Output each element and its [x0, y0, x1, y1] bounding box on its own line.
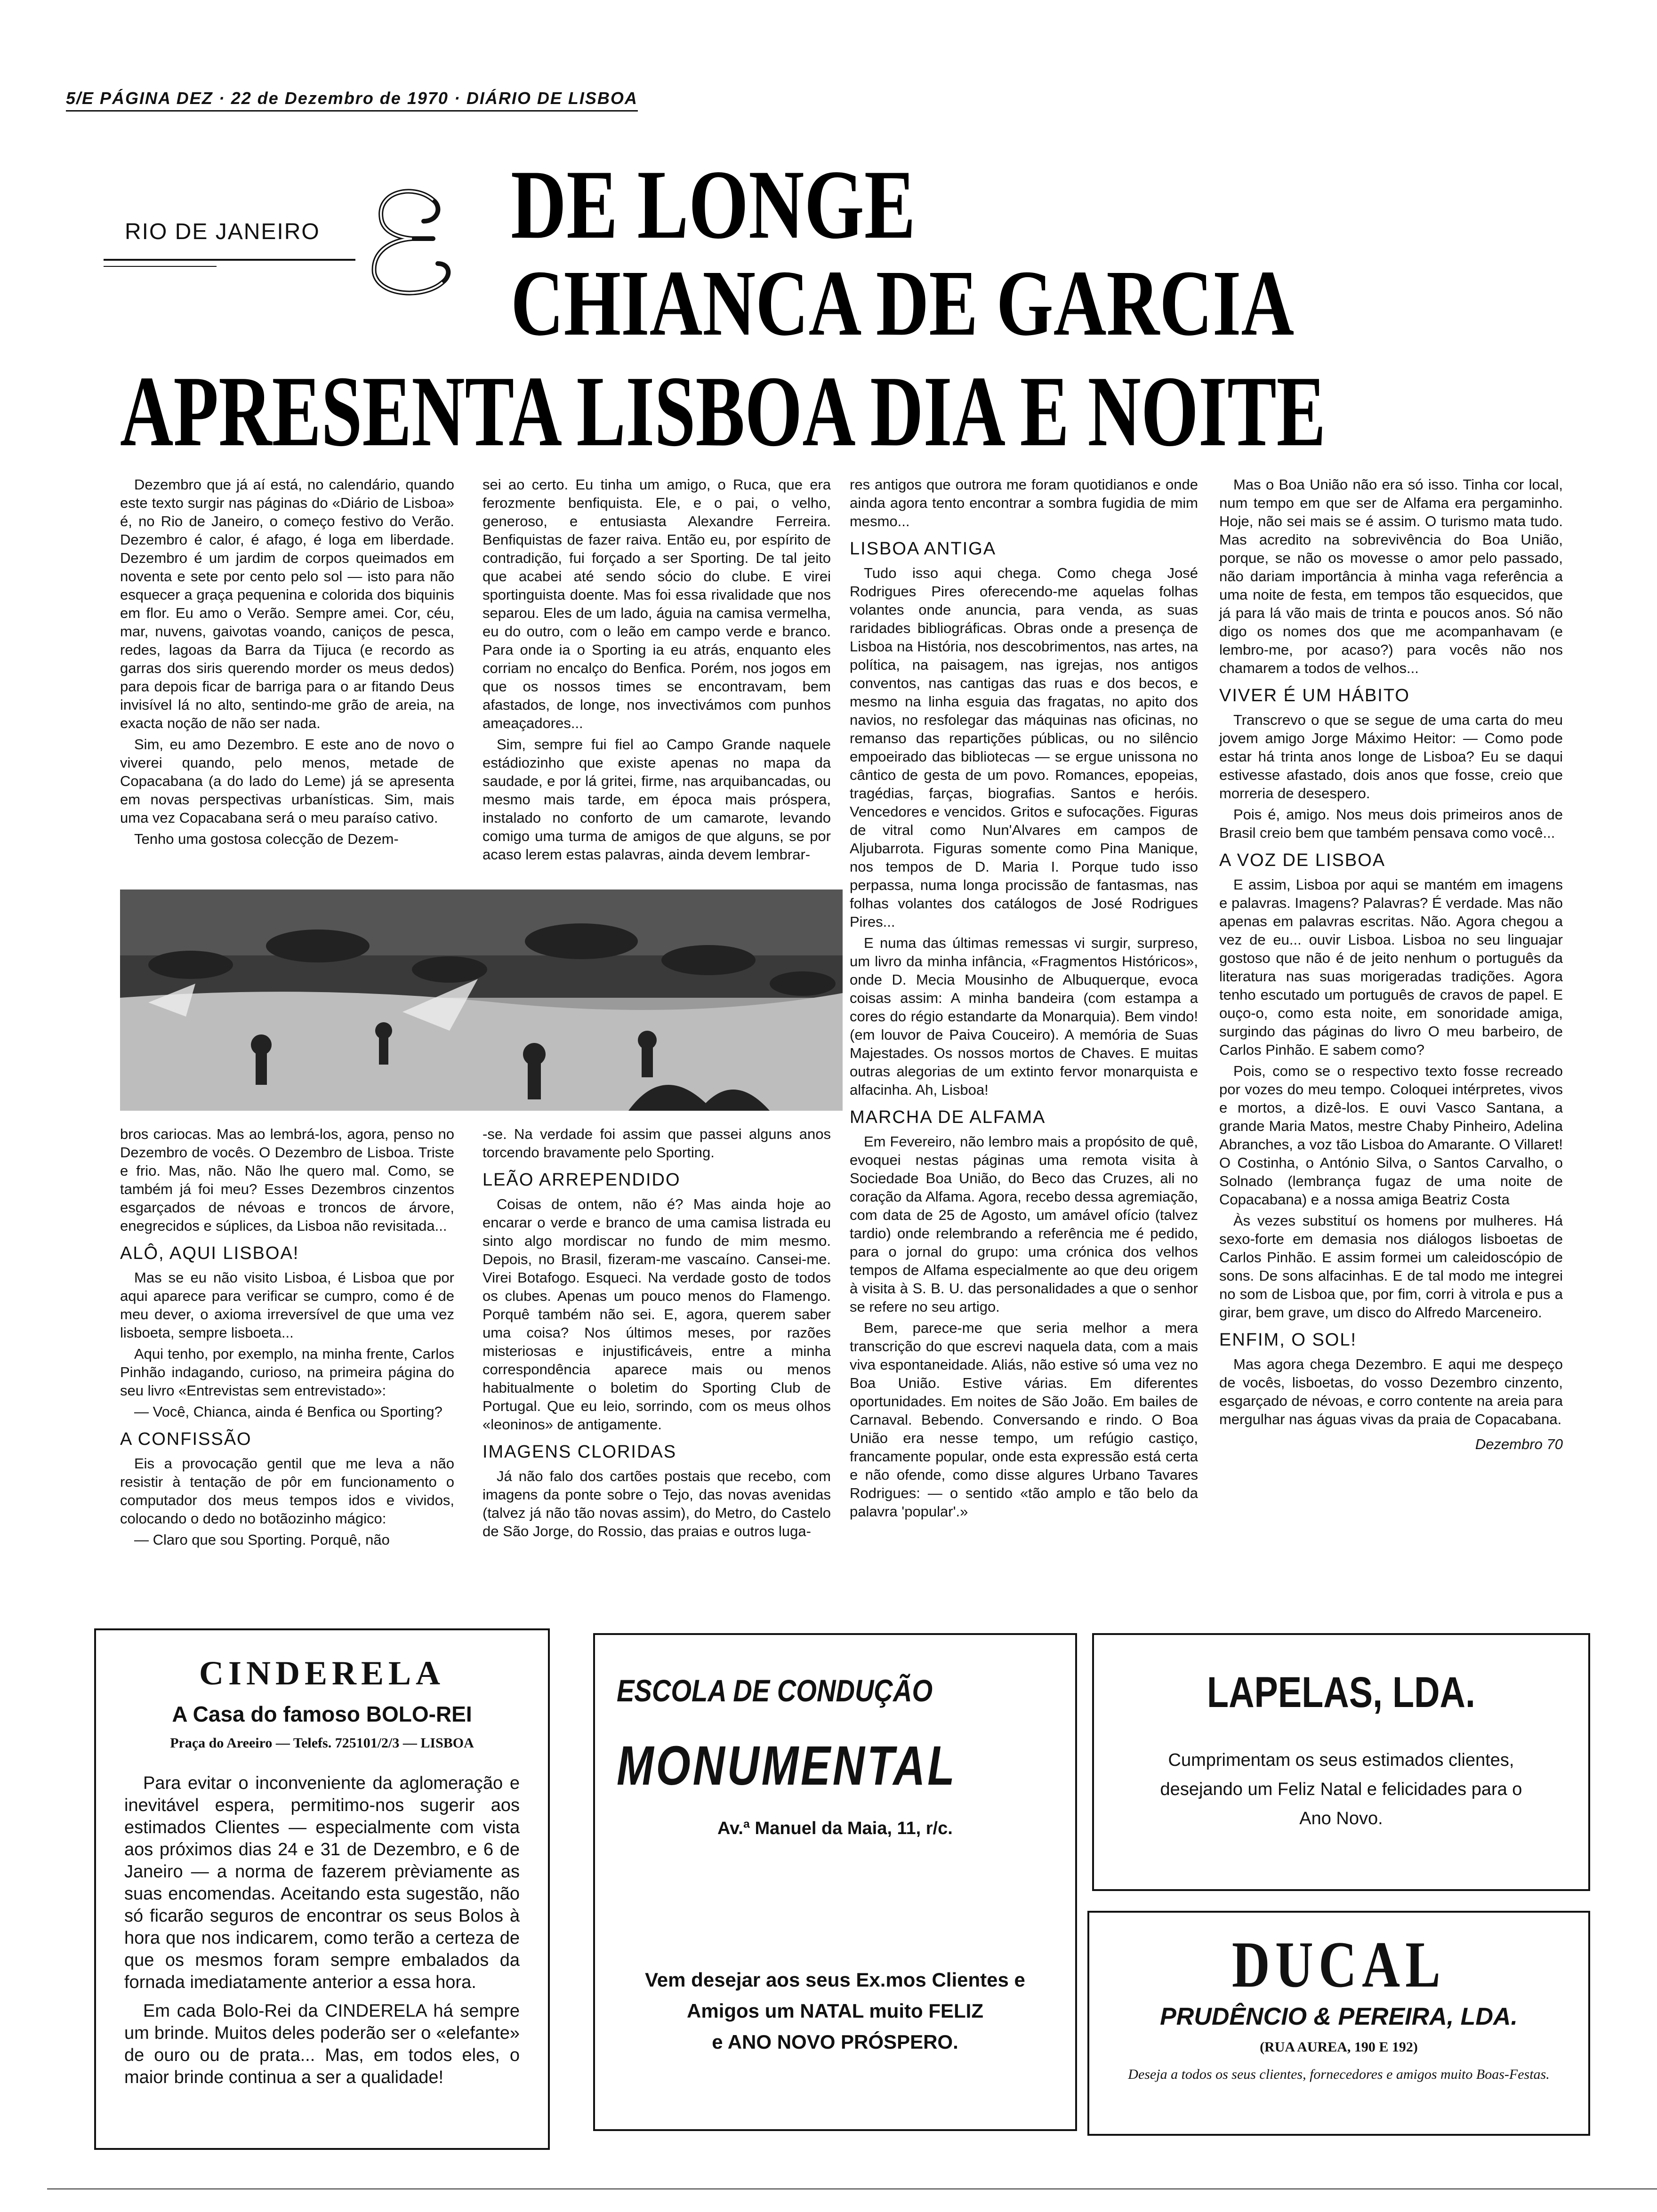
beach-crowd-image [120, 890, 843, 1111]
subhead-alo-aqui-lisboa: ALÔ, AQUI LISBOA! [120, 1243, 299, 1263]
article-column-1 [120, 475, 454, 851]
paragraph: Em Fevereiro, não lembro mais a propósito de quê, evoquei nestas páginas uma remota visita à Sociedade Boa União, do Beco das Cruzes, ali no coração da Alfama. Agora, recebo dessa agremiação, com data de 25 de Agosto, um amável ofício (talvez tardio) onde relembrando a referência me é pedido, para o jornal do grupo: uma crónica dos velhos tempos de Alfama especialmente ao que deu origem à visita à S. B. U. das personalidades a que o senhor se refere no seu artigo. [850, 1133, 1198, 1315]
section-kicker: RIO DE JANEIRO [125, 219, 320, 244]
paragraph: E assim, Lisboa por aqui se mantém em imagens e palavras. Imagens? Palavras? É verdade. Mas não apenas em palavras escritas. Não. Agora chegou a vez de eu... ouvir Lisboa. Lisboa no seu linguajar gostoso que não é de jeito nenhum o português da literatura nas suas morigeradas tradições. Agora tenho escutado um português de cravos de papel. E ouço-o, como esta noite, em sonoridade amiga, surgindo das páginas do livro O meu barbeiro, de Carlos Pinhão. E sabem como? [1219, 876, 1563, 1058]
ad-cinderela-title: CINDERELA [199, 1654, 445, 1692]
paragraph: sei ao certo. Eu tinha um amigo, o Ruca, que era ferozmente benfiquista. Ele, e o pai, o velho, generoso, e entusiasta Alexandre Ferreira. Benfiquistas de fazer raiva. Então eu, por espírito de contradição, fui forçado a ser Sporting. De tal jeito que acabei até sendo sócio do clube. E virei sportinguista doente. Mas foi essa rivalidade que nos separou. Eles de um lado, águia na camisa vermelha, eu do outro, com o leão em campo verde e branco. Para onde ia o Sporting ia eu atrás, enquanto eles corriam no encalço do Benfica. Porém, nos jogos em que os nossos times se encontravam, bem afastados, de longe, nos invectivámos com punhos ameaçadores... [483, 476, 831, 731]
paragraph: E numa das últimas remessas vi surgir, surpreso, um livro da minha infância, «Fragmentos Históricos», onde D. Mecia Mousinho de Albuquerque, evoca coisas assim: A minha bandeira (com estampa a cores do régio estandarte da Monarquia). Bem vindo! (em louvor de Paiva Couceiro). A memória de Suas Majestades. Os nossos mortos de Chaves. E muitas outras alegorias de um extinto fervor monarquista e alfacinha. Ah, Lisboa! [850, 935, 1198, 1098]
subhead-lisboa-antiga: LISBOA ANTIGA [850, 539, 997, 559]
signature-date: Dezembro 70 [1475, 1436, 1563, 1452]
ad-escola-name: MONUMENTAL [617, 1735, 957, 1797]
ad-escola-title: ESCOLA DE CONDUÇÃO [617, 1673, 933, 1708]
subhead-enfim-o-sol: ENFIM, O SOL! [1219, 1330, 1357, 1350]
ad-escola-address: Av.ª Manuel da Maia, 11, r/c. [717, 1819, 953, 1838]
headline-line-3: APRESENTA LISBOA DIA E NOITE [120, 355, 1326, 467]
paragraph: Às vezes substituí os homens por mulheres. Há sexo-forte em demasia nos diálogos lisboetas de Carlos Pinhão. E assim formei um caleidoscópio de sons. De sons alfacinhas. E de tal modo me integrei no som de Lisboa que, por fim, corri à vitrola e pus a girar, bem grave, um disco do Alfredo Marceneiro. [1219, 1212, 1563, 1321]
ad-escola-greeting-line: e ANO NOVO PRÓSPERO. [712, 2031, 958, 2053]
subhead-imagens-cloridas: IMAGENS CLORIDAS [483, 1442, 677, 1462]
paragraph: Eis a provocação gentil que me leva a não resistir à tentação de pôr em funcionamento o computador dos meus tempos idos e vividos, colocando o dedo no botãozinho mágico: [120, 1455, 454, 1527]
paragraph: Pois é, amigo. Nos meus dois primeiros anos de Brasil creio bem que também pensava como você... [1219, 806, 1563, 841]
bottom-rule [47, 2188, 1657, 2189]
kicker-rule [104, 259, 355, 261]
subhead-a-confissao: A CONFISSÃO [120, 1429, 252, 1449]
ad-lapelas-title: LAPELAS, LDA. [1207, 1668, 1476, 1716]
paragraph: — Você, Chianca, ainda é Benfica ou Sporting? [134, 1403, 442, 1420]
ad-escola-conducao [593, 1633, 1077, 2131]
paragraph: Transcrevo o que se segue de uma carta do meu jovem amigo Jorge Máximo Heitor: — Como pode estar há trinta anos longe de Lisboa? Eu se daqui estivesse afastado, dois anos que fosse, creio que morreria de desespero. [1219, 712, 1563, 801]
paragraph: Dezembro que já aí está, no calendário, quando este texto surgir nas páginas do «Diário de Lisboa» é, no Rio de Janeiro, o começo festivo do Verão. Dezembro é calor, é afago, é loga em liberdade. Dezembro é um jardim de corpos queimados em noventa e sete por cento pelo sol — isto para não esquecer a graça pequenina e colorida dos biquinis em flor. Eu amo o Verão. Sempre amei. Cor, céu, mar, nuvens, gaivotas voando, caniços de pesca, redes, lagoas da Barra da Tijuca (e recordo as garras dos siris querendo morder os meus dedos) para depois ficar de barriga para o ar fitando Deus invisível lá no alto, sentindo-me grão de areia, na exacta noção de não ser nada. [120, 476, 454, 731]
paragraph: Tenho uma gostosa colecção de Dezem- [134, 831, 399, 847]
ornament-e-icon [362, 186, 461, 299]
paragraph: Bem, parece-me que seria melhor a mera transcrição do que escrevi naquela data, com a mais viva espontaneidade. Aliás, não estive só uma vez no Boa União. Estive várias. Em diferentes oportunidades. Em noites de São João. Em bailes de Carnaval. Bebendo. Conversando e rindo. O Boa União era nesse tempo, um refúgio castiço, francamente popular, onde esta expressão está certa e não ofende, como disse algures Urbano Tavares Rodrigues: — o sentido «tão amplo e tão belo da palavra 'popular'.» [850, 1320, 1198, 1520]
article-lower-column-2 [483, 1125, 831, 1543]
paragraph: -se. Na verdade foi assim que passei alguns anos torcendo bravamente pelo Sporting. [483, 1126, 831, 1161]
paragraph: — Claro que sou Sporting. Porquê, não [134, 1531, 390, 1548]
paragraph: Pois, como se o respectivo texto fosse recreado por vozes do meu tempo. Coloquei intérpretes, vivos e mortos, a dizê-los. E ouvi Vasco Santana, a grande Maria Matos, mestre Chaby Pinheiro, Adelina Abranches, a voz tão Lisboa do Amarante. O Villaret! O Costinha, o António Silva, o Santos Carvalho, o Solnado (lembrança fugaz de uma noite de Copacabana) e a nossa amiga Beatriz Costa [1219, 1063, 1563, 1208]
headline-line-2: CHIANCA DE GARCIA [511, 251, 1295, 355]
beach-photo [120, 890, 843, 1111]
paragraph: bros cariocas. Mas ao lembrá-los, agora, penso no Dezembro de vocês. O Dezembro de Lisboa. Triste e frio. Mas, não. Não lhe quero mal. Como, se também já foi meu? Esses Dezembros cinzentos esgarçados de névoas e troncos de árvore, enegrecidos e súplices, da Lisboa não revisitada... [120, 1126, 454, 1234]
paragraph: Coisas de ontem, não é? Mas ainda hoje ao encarar o verde e branco de uma camisa listrada eu sinto algo mordiscar no fundo de mim mesmo. Depois, no Brasil, fizeram-me vascaíno. Cansei-me. Virei Botafogo. Esqueci. Na verdade gosto de todos os clubes. Apenas um pouco menos do Flamengo. Porquê também não sei. E, agora, querem saber uma coisa? Nos últimos meses, por razões misteriosas e injustificáveis, entre a minha correspondência aparece mais ou menos habitualmente o boletim do Sporting Club de Portugal. Que eu leio, sorrindo, com os meus olhos «leoninos» de antigamente. [483, 1196, 831, 1433]
paragraph: Mas se eu não visito Lisboa, é Lisboa que por aqui aparece para verificar se cumpro, como é de meu dever, o axioma irreversível de que uma vez lisboeta, sempre lisboeta... [120, 1269, 454, 1341]
paragraph: Aqui tenho, por exemplo, na minha frente, Carlos Pinhão indagando, curioso, na primeira página do seu livro «Entrevistas sem entrevistado»: [120, 1346, 454, 1399]
ad-escola-greeting [614, 1964, 1056, 2058]
paragraph: res antigos que outrora me foram quotidianos e onde ainda agora tento encontrar a sombra fugidia de mim mesmo... [850, 476, 1198, 529]
subhead-voz-de-lisboa: A VOZ DE LISBOA [1219, 850, 1386, 870]
paragraph: Tudo isso aqui chega. Como chega José Rodrigues Pires oferecendo-me aquelas folhas volantes onde anuncia, para venda, as suas raridades bibliográficas. Obras onde a presença de Lisboa na História, nos descobrimentos, nas artes, na política, na paisagem, nas igrejas, nos antigos conventos, nas cantigas das ruas e dos becos, e mesmo na linha esguia das fragatas, no apito dos navios, no resfolegar das máquinas nas oficinas, no remanso das repartições públicas, ou no silêncio empoeirado das bibliotecas — se ergue unissona no cântico de gesta de um povo. Romances, epopeias, tragédias, farças, biografias. Santos e heróis. Vencedores e vencidos. Gritos e sufocações. Figuras de vitral como Nun'Alvares em campos de Aljubarrota. Figuras somente como Pina Manique, nos tempos de D. Maria I. Porque tudo isso perpassa, numa longa procissão de fantasmas, nas folhas volantes dos catálogos de José Rodrigues Pires... [850, 565, 1198, 930]
ad-cinderela-body-2: Em cada Bolo-Rei da CINDERELA há sempre um brinde. Muitos deles poderão ser o «elefante» de ouro ou de prata... Mas, em todos eles, o maior brinde continua a ser a qualidade! [124, 2001, 520, 2087]
ad-cinderela-subtitle: A Casa do famoso BOLO-REI [172, 1702, 472, 1726]
folio-line: 5/E PÁGINA DEZ · 22 de Dezembro de 1970 · DIÁRIO DE LISBOA [66, 88, 638, 112]
ad-escola-greeting-line: Vem desejar aos seus Ex.mos Clientes e [645, 1969, 1025, 1991]
ad-ducal-subtitle: PRUDÊNCIO & PEREIRA, LDA. [1160, 2003, 1518, 2030]
subhead-viver-habito: VIVER É UM HÁBITO [1219, 686, 1410, 705]
article-lower-column-1 [120, 1125, 454, 1552]
ad-ducal-title: DUCAL [1231, 1928, 1446, 2001]
kicker-rule-short [104, 266, 217, 267]
ad-lapelas [1092, 1633, 1590, 1891]
ad-ducal-address: (RUA AUREA, 190 E 192) [1260, 2039, 1418, 2055]
headline-line-1: DE LONGE [511, 150, 916, 259]
ad-ducal [1087, 1911, 1590, 2136]
ad-cinderela-body-1: Para evitar o inconveniente da aglomeração e inevitável espera, permitimo-nos sugerir aos estimados Clientes — especialmente com vista aos próximos dias 24 e 31 de Dezembro, e 6 de Janeiro — a norma de fazerem prèviamente as suas encomendas. Aceitando esta sugestão, não só ficarão seguros de encontrar os seus Bolos à hora que nos indicarem, como terão a certeza de que os mesmos foram sempre embalados da fornada imediatamente anterior a essa hora. [124, 1773, 520, 1992]
subhead-marcha-de-alfama: MARCHA DE ALFAMA [850, 1107, 1046, 1127]
ad-escola-greeting-line: Amigos um NATAL muito FELIZ [687, 2000, 983, 2022]
paragraph: Já não falo dos cartões postais que recebo, com imagens da ponte sobre o Tejo, das novas avenidas (talvez já não tão novas assim), do Metro, do Castelo de São Jorge, do Rossio, das praias e outros luga- [483, 1468, 831, 1539]
ad-lapelas-body: Cumprimentam os seus estimados clientes, desejando um Feliz Natal e felicidades para o Ano Novo. [1160, 1750, 1522, 1828]
paragraph: Mas o Boa União não era só isso. Tinha cor local, num tempo em que ser de Alfama era pergaminho. Hoje, não sei mais se é assim. O turismo mata tudo. Mas acredito na sobrevivência do Boa União, porque, se não os movesse o amor pelo passado, não dariam importância à minha vaga referência a uma noite de festa, em tempos tão esquecidos, que já para lá vão mais de trinta e poucos anos. Só não digo os nomes dos que me acompanhavam (e lembro-me, por acaso?) para vocês não nos chamarem a todos de velhos... [1219, 476, 1563, 676]
subhead-leao-arrependido: LEÃO ARREPENDIDO [483, 1170, 681, 1190]
paragraph: Sim, sempre fui fiel ao Campo Grande naquele estádiozinho que existe apenas no mapa da saudade, e por lá gritei, firme, nas arquibancadas, ou mesmo mais tarde, em época mais próspera, instalado no conforto de um camarote, levando comigo uma turma de amigos de que alguns, se por acaso lerem estas palavras, ainda devem lembrar- [483, 736, 831, 863]
article-column-4 [1219, 475, 1563, 1453]
article-column-3 [850, 475, 1198, 1523]
article-column-2 [483, 475, 831, 866]
ad-cinderela-address: Praça do Areeiro — Telefs. 725101/2/3 — LISBOA [170, 1735, 474, 1751]
paragraph: Sim, eu amo Dezembro. E este ano de novo o viverei quando, pelo menos, metade de Copacabana (a do lado do Leme) já se apresenta em novas perspectivas urbanísticas. Sim, mais uma vez Copacabana será o meu paraíso cativo. [120, 736, 454, 826]
ad-cinderela [94, 1628, 550, 2150]
paragraph: Mas agora chega Dezembro. E aqui me despeço de vocês, lisboetas, do vosso Dezembro cinzento, esgarçado de névoas, e corro contente na areia para mergulhar nas águas vivas da praia de Copacabana. [1219, 1356, 1563, 1427]
ad-ducal-body: Deseja a todos os seus clientes, fornecedores e amigos muito Boas-Festas. [1128, 2067, 1550, 2082]
